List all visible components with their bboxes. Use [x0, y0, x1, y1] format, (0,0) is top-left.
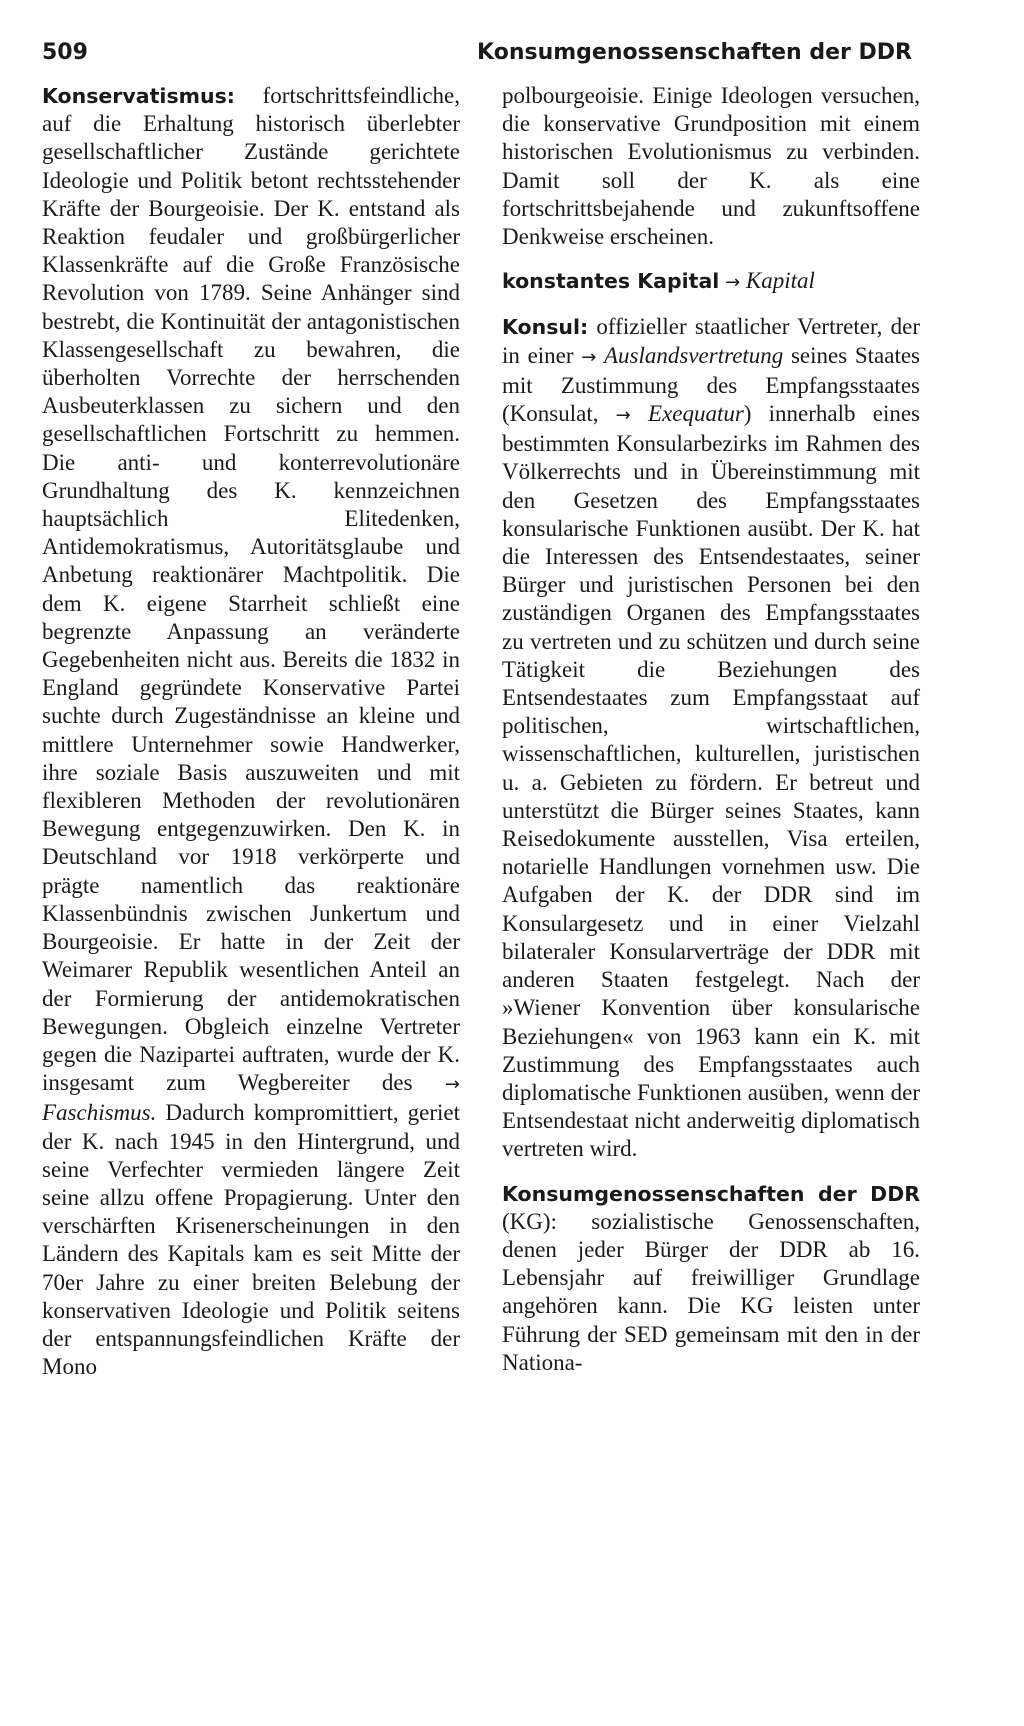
- entry-konsul: [502, 313, 920, 1163]
- entry-text: (KG): sozialistische Genossenschaften, denen jeder Bürger der DDR ab 16. Lebensjahr auf freiwilliger Grundlage angehören kann. Die KG leisten unter Führung der SED gemeinsam mit den in der Nationa-: [502, 1208, 920, 1375]
- entry-konsumgenossenschaften: [502, 1180, 920, 1377]
- entry-konservatismus-continuation: polbourgeoisie. Einige Ideologen versuchen, die konservative Grundposition mit einem historischen Evolutionismus zu verbinden. Damit soll der K. als eine fortschrittsbejahende und zukunftsoffene Denkweise erscheinen.: [502, 83, 920, 250]
- cross-reference: Faschismus.: [42, 1100, 157, 1126]
- entry-konstantes-kapital: [502, 267, 920, 297]
- right-column: [502, 82, 920, 1377]
- entry-term: konstantes Kapital: [502, 269, 720, 294]
- running-title: Konsumgenossenschaften der DDR: [477, 39, 912, 65]
- left-column: [42, 82, 460, 1381]
- cross-reference-arrow-icon: →: [444, 1074, 460, 1096]
- cross-reference: Exequatur: [647, 401, 744, 427]
- cross-reference: Kapital: [745, 268, 815, 294]
- entry-term: Konsul:: [502, 315, 589, 340]
- cross-reference-arrow-icon: →: [615, 405, 631, 427]
- entry-text: fortschrittsfeindliche, auf die Erhaltung historisch überlebter gesellschaftlicher Zustände gerichtete Ideologie und Politik betont rechtsstehender Kräfte der Bourgeoisie. Der K. entstand als Reaktion feudaler und großbürgerlicher Klassenkräfte auf die Große Französische Revolution von 1789. Seine Anhänger sind bestrebt, die Kontinuität der antagonistischen Klassengesellschaft zu bewahren, die überholten Vorrechte der herrschenden Ausbeuterklassen zu sichern und den gesellschaftlichen Fortschritt zu hemmen. Die anti- und konterrevolutionäre Grundhaltung des K. kennzeichnen hauptsächlich Elitedenken, Antidemokratismus, Autoritätsglaube und Anbetung reaktionärer Machtpolitik. Die dem K. eigene Starrheit schließt eine begrenzte Anpassung an veränderte Gegebenheiten nicht aus. Bereits die 1832 in England gegründete Konservative Partei suchte durch Zugeständnisse an kleine und mittlere Unternehmer sowie Handwerker, ihre soziale Basis auszuweiten und mit flexibleren Methoden der revolutionären Bewegung entgegenzuwirken. Den K. in Deutschland vor 1918 verkörperte und prägte namentlich das reaktionäre Klassenbündnis zwischen Junkertum und Bourgeoisie. Er hatte in der Zeit der Weimarer Republik wesentlichen Anteil an der Formierung der antidemokratischen Bewegungen. Obgleich einzelne Vertreter gegen die Nazipartei auftraten, wurde der K. insgesamt zum Wegbereiter des: [42, 83, 460, 1096]
- page-header: [42, 30, 912, 74]
- entry-text: ) innerhalb eines bestimmten Konsularbezirks im Rahmen des Völkerrechts und in Übereinstimmung mit den Gesetzen des Empfangsstaates konsularische Funktionen ausübt. Der K. hat die Interessen des Entsendestaates, seiner Bürger und juristischen Personen bei den zuständigen Organen des Empfangsstaates zu vertreten und zu schützen und durch seine Tätigkeit die Beziehungen des Entsendestaates zum Empfangsstaat auf politischen, wirtschaftlichen, wissenschaftlichen, kulturellen, juristischen u. a. Gebieten zu fördern. Er betreut und unterstützt die Bürger seines Staates, kann Reisedokumente ausstellen, Visa erteilen, notarielle Handlungen vornehmen usw. Die Aufgaben der K. der DDR sind im Konsulargesetz und in einer Vielzahl bilateraler Konsularverträge der DDR mit anderen Staaten festgelegt. Nach der »Wiener Konvention über konsularische Beziehungen« von 1963 kann ein K. mit Zustimmung des Empfangsstaates auch diplomatische Funktionen ausüben, wenn der Entsendestaat nicht anderweitig diplomatisch vertreten wird.: [502, 401, 920, 1162]
- entry-term: Konsumgenossenschaften der DDR: [502, 1181, 920, 1206]
- entry-konservatismus: [42, 82, 460, 1381]
- entry-text: seines Staates mit Zustimmung des Empfangsstaates (Konsulat,: [502, 342, 921, 427]
- cross-reference-arrow-icon: →: [725, 272, 741, 294]
- cross-reference: Auslandsvertretung: [604, 342, 784, 368]
- entry-text: offizieller staatlicher Vertreter, der in einer: [502, 314, 920, 368]
- page-number: 509: [42, 39, 88, 65]
- cross-reference-arrow-icon: →: [581, 346, 597, 368]
- entry-text: Dadurch kompromittiert, geriet der K. nach 1945 in den Hintergrund, und seine Verfechter vermieden längere Zeit seine allzu offene Propagierung. Unter den verschärften Krisenerscheinungen in den Ländern des Kapitals kam es seit Mitte der 70er Jahre zu einer breiten Belebung der konservativen Ideologie und Politik seitens der entspannungsfeindlichen Kräfte der Mono: [42, 1100, 460, 1380]
- entry-term: Konservatismus:: [42, 84, 235, 108]
